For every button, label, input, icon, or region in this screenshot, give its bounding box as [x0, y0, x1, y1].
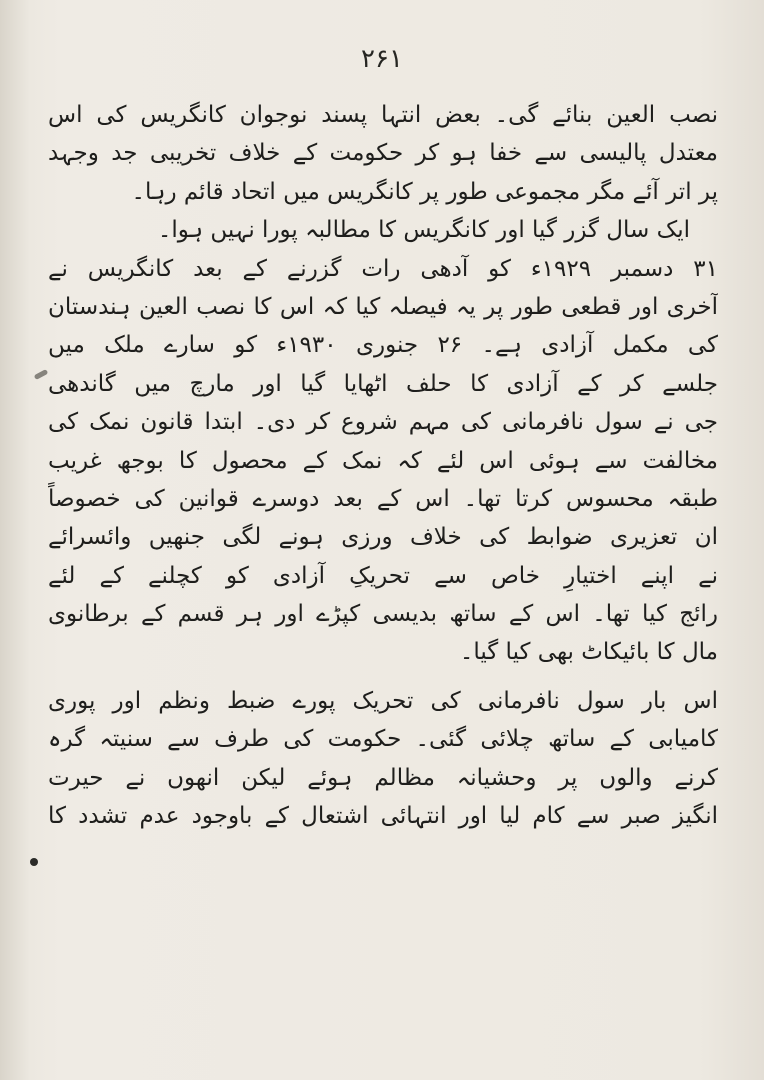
text-line: نے اپنے اختیارِ خاص سے تحریکِ آزادی کو کچلنے کے لئے [48, 562, 718, 589]
text-line: ان تعزیری ضوابط کی خلاف ورزی ہونے لگی جنھیں وائسرائے [48, 524, 718, 551]
text-line: جی نے سول نافرمانی کی مہم شروع کر دی۔ ابتدا قانون نمک کی [48, 409, 718, 436]
text-line: نصب العین بنائے گی۔ بعض انتہا پسند نوجوان کانگریس کی اس [48, 102, 718, 128]
text-line: اس بار سول نافرمانی کی تحریک پورے ضبط ونظم اور پوری [48, 687, 718, 714]
text-line: کامیابی کے ساتھ چلائی گئی۔ حکومت کی طرف سے سنیتہ گرہ [48, 726, 718, 753]
text-line: انگیز صبر سے کام لیا اور انتہائی اشتعال کے باوجود عدم تشدد کا [48, 803, 718, 830]
text-line: مخالفت سے ہوئی اس لئے کہ نمک کے محصول کا بوجھ غریب [48, 447, 718, 474]
text-line: معتدل پالیسی سے خفا ہو کر حکومت کے خلاف تخریبی جد وجہد [48, 140, 718, 167]
text-line: جلسے کر کے آزادی کا حلف اٹھایا گیا اور مارچ میں گاندھی [48, 370, 718, 397]
text-line: ۳۱ دسمبر ۱۹۲۹ء کو آدھی رات گزرنے کے بعد کانگریس نے [48, 255, 718, 282]
text-line: آخری اور قطعی طور پر یہ فیصلہ کیا کہ اس کا نصب العین ہندستان [48, 293, 718, 320]
body-text [48, 96, 718, 835]
text-line: کی مکمل آزادی ہے۔ ۲۶ جنوری ۱۹۳۰ء کو سارے ملک میں [48, 332, 718, 359]
text-line: رائج کیا تھا۔ اس کے ساتھ بدیسی کپڑے اور ہر قسم کے برطانوی [48, 601, 718, 628]
text-line: کرنے والوں پر وحشیانہ مظالم ہوئے لیکن انھوں نے حیرت [48, 764, 718, 791]
page-number: ۲۶۱ [361, 44, 403, 74]
text-line: ایک سال گزر گیا اور کانگریس کا مطالبہ پورا نہیں ہوا۔ [157, 217, 690, 244]
ink-smudge [34, 369, 49, 380]
text-line: پر اتر آئے مگر مجموعی طور پر کانگریس میں اتحاد قائم رہا۔ [131, 178, 718, 205]
bullet-dot-icon [30, 858, 38, 866]
text-line: طبقہ محسوس کرتا تھا۔ اس کے بعد دوسرے قوانین کی خصوصاً [48, 485, 718, 512]
text-line: مال کا بائیکاٹ بھی کیا گیا۔ [459, 639, 718, 666]
